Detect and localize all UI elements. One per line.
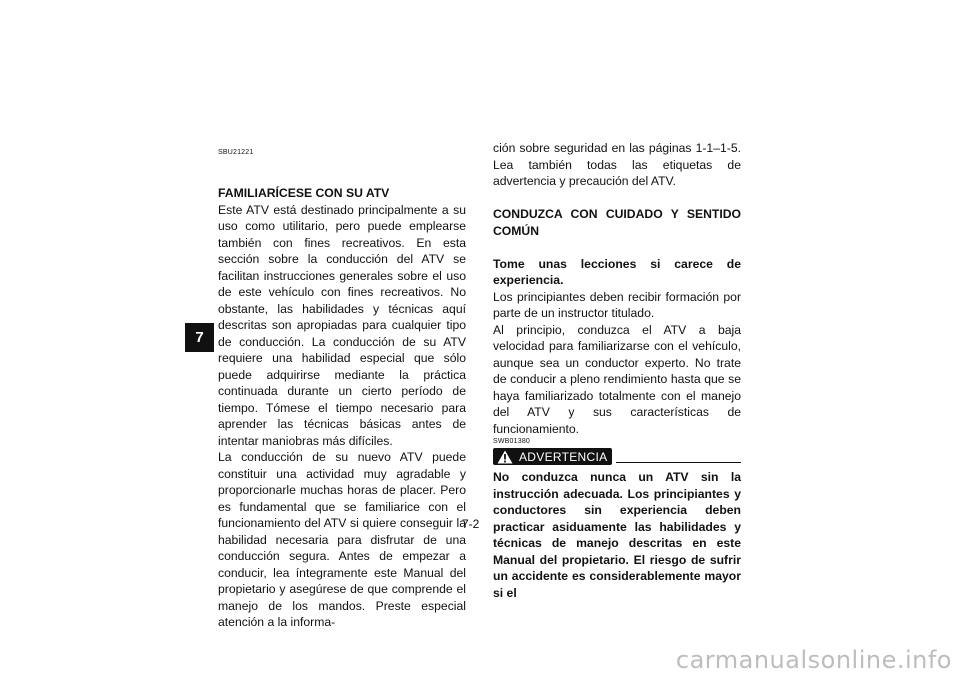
warning-label: ADVERTENCIA <box>519 449 608 464</box>
chapter-tab: 7 <box>185 323 214 352</box>
body-paragraph: Los principiantes deben recibir formación por parte de un instructor titulado. <box>493 289 741 320</box>
section-code: SBU21221 <box>218 149 254 156</box>
right-column <box>493 140 741 601</box>
section-heading: FAMILIARÍCESE CON SU ATV <box>218 186 390 200</box>
warning-code: SWB01380 <box>493 438 531 445</box>
body-paragraph: Este ATV está destinado principalmente a su uso como utilitario, pero puede emplearse también con fines recreativos. En esta sección sobre la conducción del ATV se facilitan instrucciones generales sobre el uso de este vehículo con fines recreativos. No obstante, las habilidades y técnicas aquí descritas son apropiadas para cualquier tipo de conducción. La conducción de su ATV requiere una habilidad especial que sólo puede adquirirse mediante la práctica continuada durante un cierto período de tiempo. Tómese el tiempo necesario para aprender las técnicas básicas antes de intentar maniobras más difíciles. <box>218 202 466 448</box>
warning-banner <box>493 448 741 465</box>
body-paragraph: ción sobre seguridad en las páginas 1-1–1-5. Lea también todas las etiquetas de advertencia y precaución del ATV. <box>493 141 741 188</box>
page-number: 7-2 <box>462 517 480 531</box>
left-column <box>218 148 466 631</box>
warning-badge <box>493 448 612 465</box>
section-heading: CONDUZCA CON CUIDADO Y SENTIDO COMÚN <box>493 207 741 238</box>
subheading: Tome unas lecciones si carece de experiencia. <box>493 256 741 287</box>
warning-triangle-icon <box>497 450 513 464</box>
warning-text: No conduzca nunca un ATV sin la instrucción adecuada. Los principiantes y conductores sin experiencia deben practicar asiduamente las habilidades y técnicas de manejo descritas en este Manual del propietario. El riesgo de sufrir un accidente es considerablemente mayor si el <box>493 470 741 600</box>
watermark: carmanualsonline.info <box>675 646 952 674</box>
body-paragraph: La conducción de su nuevo ATV puede constituir una actividad muy agradable y proporcionarle muchas horas de placer. Pero es fundamental que se familiarice con el funcionamiento del ATV si quiere conseguir la habilidad necesaria para disfrutar de una conducción segura. Antes de empezar a conducir, lea íntegramente este Manual del propietario y asegúrese de que comprende el manejo de los mandos. Preste especial atención a la informa- <box>218 450 466 629</box>
warning-rule <box>616 450 741 463</box>
body-paragraph: Al principio, conduzca el ATV a baja velocidad para familiarizarse con el vehículo, aunque sea un conductor experto. No trate de conducir a pleno rendimiento hasta que se haya familiarizado totalmente con el manejo del ATV y sus características de funcionamiento. <box>493 322 741 436</box>
